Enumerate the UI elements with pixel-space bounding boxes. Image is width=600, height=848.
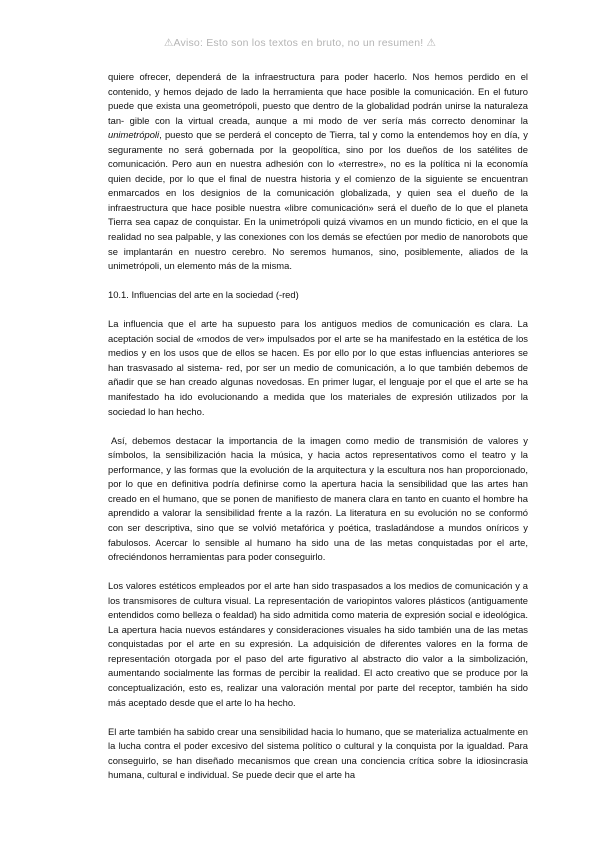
paragraph-sensibility: El arte también ha sabido crear una sensibilidad hacia lo humano, que se materializa actualmente en la lucha contra el poder excesivo del sistema político o cultural y la conquista por la igualdad. Para conseguirlo, se han diseñado mecanismos que crean una conciencia crítica sobre la idiosincrasia humana, cultural e individual. Se puede decir que el arte ha xyxy=(108,725,528,781)
document-body xyxy=(108,70,528,797)
paragraph-text: quiere ofrecer, dependerá de la infraestructura para poder hacerlo. Nos hemos perdido en el contenido, y hemos dejado de lado la herramienta que hace posible la comunicación. En el futuro puede que exista una geometrópoli, puesto que dentro de la globalidad podrán unirse la naturaleza tan- gible con la virtual creada, aunque a mi modo de ver sería más correcto denominar la xyxy=(108,71,528,126)
raw-text-warning-banner: ⚠Aviso: Esto son los textos en bruto, no un resumen! ⚠ xyxy=(163,37,437,49)
paragraph-image-importance: Así, debemos destacar la importancia de la imagen como medio de transmisión de valores y símbolos, la sensibilización hacia la música, y hacia actos representativos como el teatro y la performance, y las formas que la evolución de la arquitectura y la escultura nos han proporcionado, por lo que en definitiva podría definirse como la apertura hacia la sensibilidad que las artes han creado en el humano, que se ponen de manifiesto de manera clara en tanto en cuanto el hombre ha aprendido a valorar la sensibilidad frente a la razón. La literatura en su evolución no se conformó con ser descriptiva, sino que se volvió metafórica y poética, trasladándose a mundos oníricos y fabulosos. Acercar lo sensible al humano ha sido una de las metas conquistadas por el arte, ofreciéndonos herramientas para poder conseguirlo. xyxy=(108,434,528,563)
section-heading: 10.1. Influencias del arte en la sociedad (-red) xyxy=(108,289,299,301)
paragraph-unimetropoli xyxy=(108,70,528,274)
paragraph-text: , puesto que se perderá el concepto de Tierra, tal y como la entendemos hoy en día, y seguramente no será gobernada por la geopolítica, sino por los dueños de los satélites de comunicación. Pero aun en nuestra adhesión con lo «terrestre», no es la política ni la economía quien decide, por lo que el final de nuestra historia y el comienzo de la siguiente se encuentran enmarcados en los designios de la comunicación globalizada, y quien sea el dueño de la infraestructura que hace posible nuestra «libre comunicación» será el dueño de lo que el planeta Tierra sea capaz de conquistar. En la unimetrópoli quizá vivamos en un mundo ficticio, en el que la realidad no sea palpable, y las conexiones con los demás se efectúen por medio de nanorobots que se implantarán en nuestro cerebro. No seremos humanos, sino, posiblemente, aliados de la unimetrópoli, un elemento más de la misma. xyxy=(108,129,528,272)
emphasized-term: unimetrópoli xyxy=(108,129,160,141)
paragraph-influence: La influencia que el arte ha supuesto para los antiguos medios de comunicación es clara. La aceptación social de «modos de ver» impulsados por el arte se ha manifestado en la estética de los medios y en los usos que de ellos se hacen. Es por ello por lo que estas influencias anteriores se han trasvasado al sistema- red, por ser un medio de comunicación, a lo que también debemos de añadir que se han creado algunas novedosas. En primer lugar, el lenguaje por el que el arte se ha manifestado ha ido evolucionando a medida que los materiales de expresión utilizados por la sociedad lo han hecho. xyxy=(108,318,528,417)
paragraph-aesthetic-values: Los valores estéticos empleados por el arte han sido traspasados a los medios de comunicación y a los transmisores de cultura visual. La representación de variopintos valores plásticos (antiguamente entendidos como belleza o fealdad) ha sido admitida como materia de expresión social e ideológica. La apertura hacia nuevos estándares y consideraciones visuales ha sido también una de las metas conquistadas por el arte en su expresión. La adquisición de diferentes valores en la forma de representación otorgada por el paso del arte figurativo al abstracto dio valor a la simbolización, aumentando socialmente las formas de percibir la realidad. El acto creativo que se produce por la conceptualización, esto es, realizar una valoración mental por parte del receptor, también ha sido más aceptado desde que el arte lo ha hecho. xyxy=(108,580,528,708)
